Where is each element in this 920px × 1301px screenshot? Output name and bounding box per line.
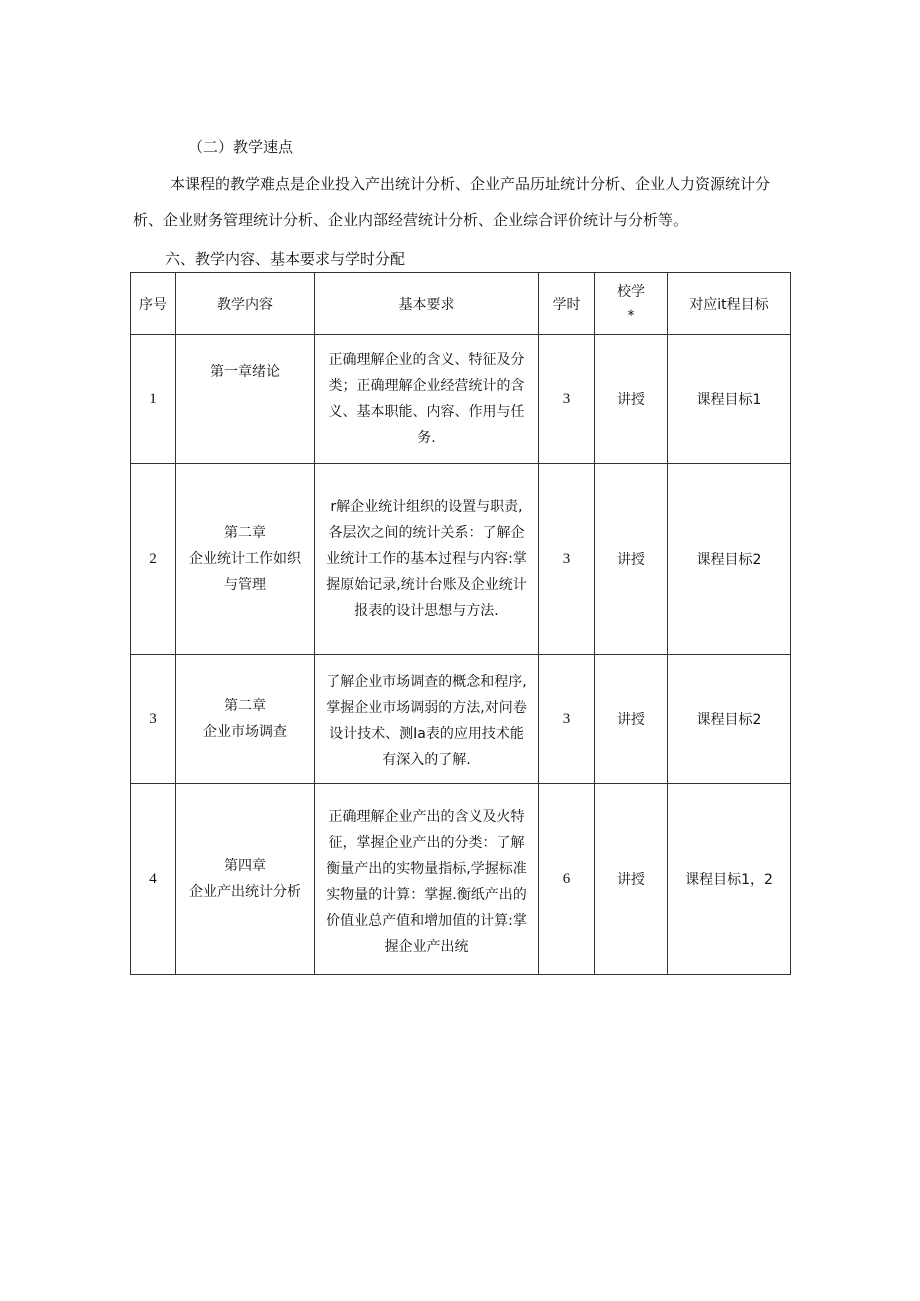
chapter-line: 与管理: [224, 577, 266, 593]
header-hours: 学时: [539, 273, 595, 335]
row-method: 讲授: [595, 655, 668, 784]
chapter-line: 第二章: [224, 525, 266, 541]
row-requirements: [315, 784, 539, 975]
requirement-line: 报表的设计思想与方法.: [354, 603, 499, 619]
header-goal: 对应it程目标: [668, 273, 791, 335]
requirement-line: 设计技术、测Ia表的应用技术能: [329, 726, 524, 742]
paragraph-line-2: 析、企业财务管理统计分析、企业内部经营统计分析、企业综合评价统计与分析等。: [133, 211, 689, 229]
table-header-row: [131, 273, 791, 335]
row-index: 3: [131, 655, 176, 784]
table-row: [131, 655, 791, 784]
row-requirements: [315, 335, 539, 464]
requirement-line: r解企业统计组织的设置与职责,: [330, 499, 523, 515]
requirement-line: 掌握企业市场调弱的方法,对问卷: [326, 700, 527, 716]
requirement-line: 义、基本职能、内容、作用与任: [328, 404, 525, 420]
header-method: [595, 273, 668, 335]
syllabus-table: [130, 272, 791, 975]
row-goal: 课程目标2: [668, 464, 791, 655]
chapter-line: 企业统计工作如织: [189, 551, 301, 567]
chapter-line: 企业市场调查: [203, 724, 287, 740]
row-hours: 3: [539, 655, 595, 784]
header-method-line1: 校学: [617, 283, 645, 300]
row-chapter: [176, 464, 315, 655]
row-goal: 课程目标1，2: [668, 784, 791, 975]
row-hours: 3: [539, 335, 595, 464]
row-chapter: [176, 784, 315, 975]
row-requirements: [315, 655, 539, 784]
row-index: 2: [131, 464, 176, 655]
row-index: 1: [131, 335, 176, 464]
requirement-line: 业统计工作的基本过程与内容:掌: [326, 551, 527, 567]
requirement-line: 正确理解企业产出的含义及火特: [328, 809, 525, 825]
row-method: 讲授: [595, 335, 668, 464]
paragraph-line-1: 本课程的教学难点是企业投入产出统计分析、企业产品历址统计分析、企业人力资源统计分: [170, 175, 771, 193]
row-index: 4: [131, 784, 176, 975]
requirement-line: 实物量的计算：掌握.衡纸产出的: [326, 887, 527, 903]
requirement-line: 正确理解企业的含义、特征及分: [328, 352, 525, 368]
row-chapter: [176, 335, 315, 464]
table-row: [131, 464, 791, 655]
header-content: 教学内容: [176, 273, 315, 335]
row-method: 讲授: [595, 464, 668, 655]
section-title: 六、教学内容、基本要求与学时分配: [165, 250, 406, 268]
table-row: [131, 784, 791, 975]
row-goal: 课程目标2: [668, 655, 791, 784]
requirement-line: 握原始记录,统计台账及企业统计: [326, 577, 527, 593]
chapter-line: 第二章: [224, 698, 266, 714]
row-requirements: [315, 464, 539, 655]
requirement-line: 价值业总产值和增加值的计算:掌: [326, 913, 527, 929]
requirement-line: 征，掌握企业产出的分类：了解: [328, 835, 525, 851]
row-goal: 课程目标1: [668, 335, 791, 464]
requirement-line: 务.: [417, 430, 436, 446]
requirement-line: 各层次之间的统计关系：了解企: [328, 525, 525, 541]
row-hours: 3: [539, 464, 595, 655]
requirement-line: 衡量产出的实物量指标,学握标准: [326, 861, 527, 877]
table-row: [131, 335, 791, 464]
chapter-line: 企业产出统计分析: [189, 884, 301, 900]
header-requirements: 基本要求: [315, 273, 539, 335]
requirement-line: 有深入的了解.: [382, 752, 471, 768]
chapter-line: 第四章: [224, 858, 266, 874]
row-hours: 6: [539, 784, 595, 975]
requirement-line: 类；正确理解企业经营统计的含: [328, 378, 525, 394]
header-index: 序号: [131, 273, 176, 335]
requirement-line: 了解企业市场调查的概念和程序,: [326, 674, 527, 690]
row-chapter: [176, 655, 315, 784]
requirement-line: 握企业产出统: [384, 939, 469, 955]
subheading: （二）教学速点: [188, 138, 294, 156]
header-method-line2: *: [627, 307, 635, 324]
row-method: 讲授: [595, 784, 668, 975]
chapter-line: 第一章绪论: [210, 364, 280, 380]
